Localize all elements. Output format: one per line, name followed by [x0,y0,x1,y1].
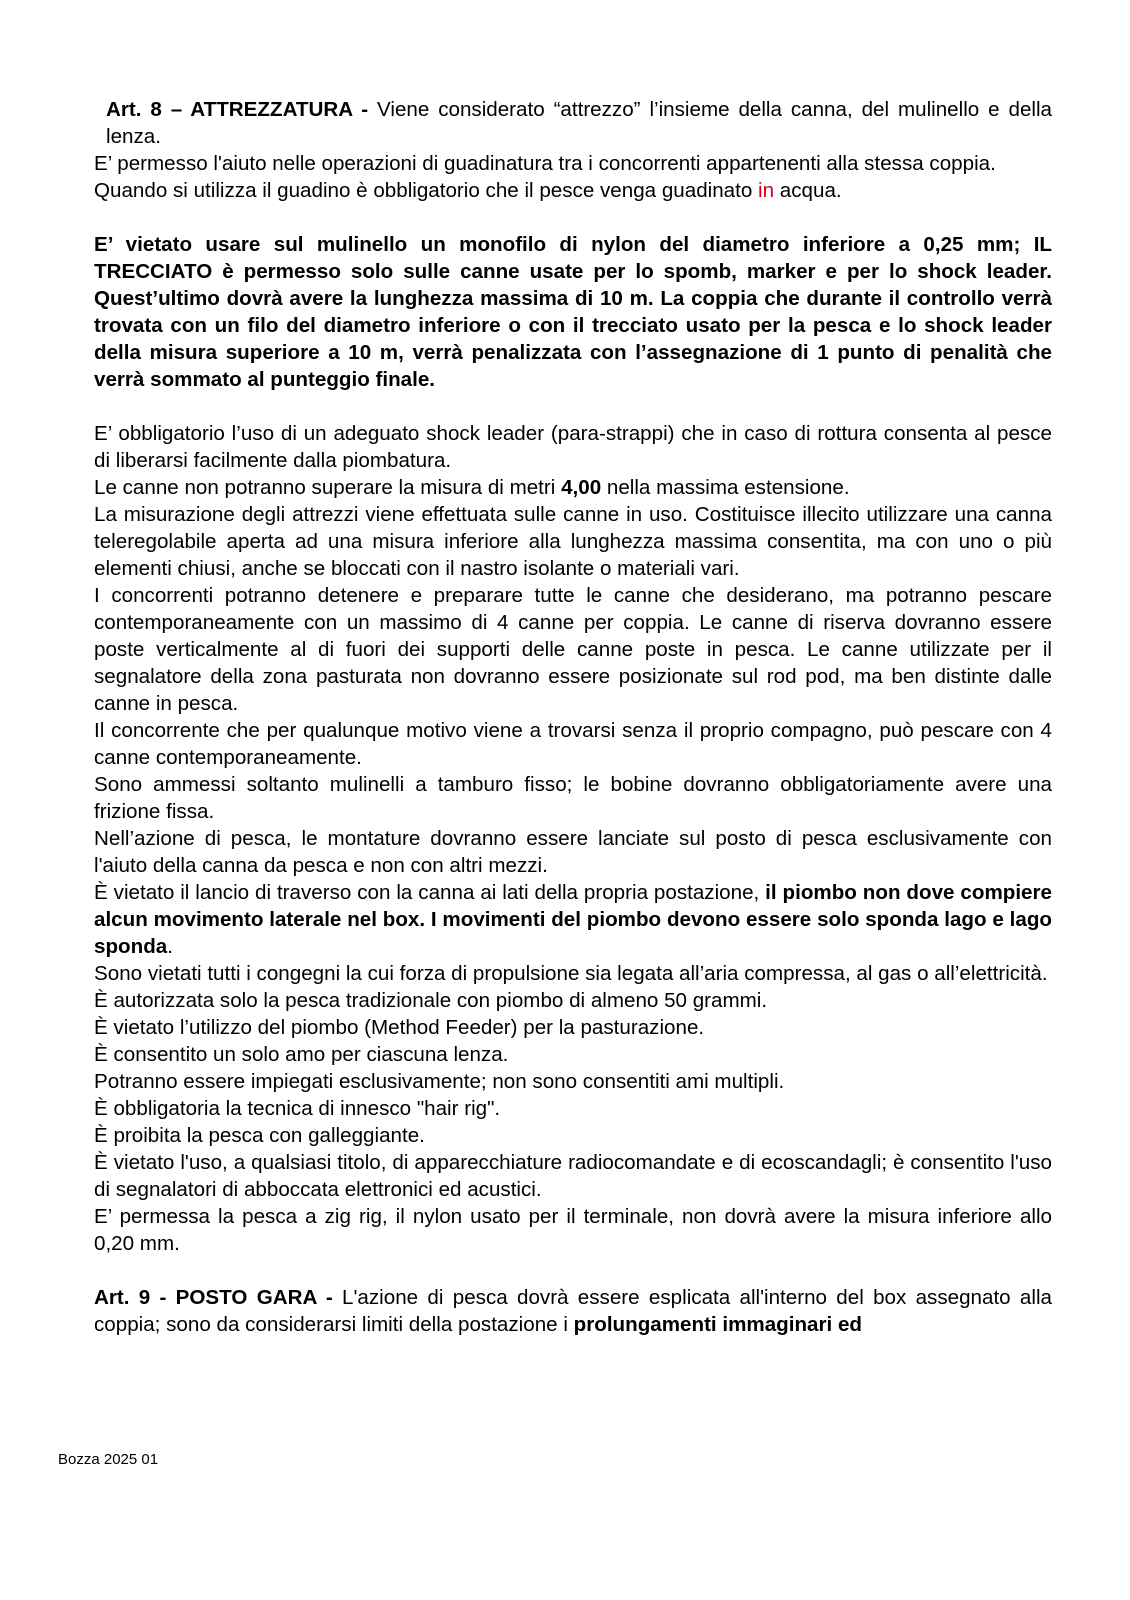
art8-p16: È obbligatoria la tecnica di innesco "hair rig". [94,1097,501,1120]
spacer [94,393,1052,420]
art8-intro-text: Viene considerato “attrezzo” l’insieme della canna, del mulinello e della lenza. [106,98,1052,148]
document-body [94,96,1052,1338]
art8-p1: E’ permesso l'aiuto nelle operazioni di guadinatura tra i concorrenti appartenenti alla stessa coppia. [94,152,996,175]
art8-p5: La misurazione degli attrezzi viene effettuata sulle canne in uso. Costituisce illecito utilizzare una canna teleregolabile aperta ad una misura inferiore alla lunghezza massima consentita, ma con uno o più elementi chiusi, anche se bloccati con il nastro isolante o materiali vari. [94,503,1052,580]
footer-label: Bozza 2025 01 [58,1451,159,1468]
art8-p10-bold: il piombo non dove compiere alcun movimento laterale nel box. I movimenti del piombo devono essere solo sponda lago e lago sponda [94,881,1052,958]
art8-heading: Art. 8 – ATTREZZATURA - [106,98,369,121]
art8-p4-text: Le canne non potranno superare la misura di metri [94,476,562,499]
art8-p4 [94,474,1052,501]
art8-p2-red-word: in [758,179,775,202]
art8-p4-bold: 4,00 [561,476,602,499]
art8-p17: È proibita la pesca con galleggiante. [94,1124,425,1147]
art9-text: L'azione di pesca dovrà essere esplicata all'interno del box assegnato alla coppia; sono da considerarsi limiti della postazione i [94,1286,1052,1336]
spacer [94,1257,1052,1284]
art8-p2 [94,177,1052,204]
spacer [94,204,1052,231]
art8-p2-end: acqua. [774,179,842,202]
art8-p14: È consentito un solo amo per ciascuna lenza. [94,1043,509,1066]
art8-p10-text: È vietato il lancio di traverso con la canna ai lati della propria postazione, [94,881,766,904]
art8-p11: Sono vietati tutti i congegni la cui forza di propulsione sia legata all’aria compressa, al gas o all’elettricità. [94,962,1048,985]
art8-intro [94,96,1052,150]
art8-p10-end: . [167,935,173,958]
art8-p18: È vietato l'uso, a qualsiasi titolo, di apparecchiature radiocomandate e di ecoscandagli; è consentito l'uso di segnalatori di abboccata elettronici ed acustici. [94,1151,1052,1201]
art8-bold-paragraph: E’ vietato usare sul mulinello un monofilo di nylon del diametro inferiore a 0,25 mm; IL TRECCIATO è permesso solo sulle canne usate per lo spomb, marker e per lo shock leader. Quest’ultimo dovrà avere la lunghezza massima di 10 m. La coppia che durante il controllo verrà trovata con un filo del diametro inferiore o con il trecciato usato per la pesca e lo shock leader della misura superiore a 10 m, verrà penalizzata con l’assegnazione di 1 punto di penalità che verrà sommato al punteggio finale. [94,233,1052,391]
art9-heading: Art. 9 - POSTO GARA - [94,1286,333,1309]
art9-paragraph [94,1284,1052,1338]
art8-p13: È vietato l’utilizzo del piombo (Method Feeder) per la pasturazione. [94,1016,705,1039]
art8-p9: Nell’azione di pesca, le montature dovranno essere lanciate sul posto di pesca esclusivamente con l'aiuto della canna da pesca e non con altri mezzi. [94,827,1052,877]
art8-p4-end: nella massima estensione. [601,476,850,499]
art8-p19: E’ permessa la pesca a zig rig, il nylon usato per il terminale, non dovrà avere la misura inferiore allo 0,20 mm. [94,1205,1052,1255]
art8-p15: Potranno essere impiegati esclusivamente; non sono consentiti ami multipli. [94,1070,785,1093]
art8-p8: Sono ammessi soltanto mulinelli a tamburo fisso; le bobine dovranno obbligatoriamente avere una frizione fissa. [94,773,1052,823]
art8-p10 [94,879,1052,960]
art8-p2-text: Quando si utilizza il guadino è obbligatorio che il pesce venga guadinato [94,179,759,202]
art8-p3: E’ obbligatorio l’uso di un adeguato shock leader (para-strappi) che in caso di rottura consenta al pesce di liberarsi facilmente dalla piombatura. [94,422,1052,472]
art8-p12: È autorizzata solo la pesca tradizionale con piombo di almeno 50 grammi. [94,989,768,1012]
art8-p7: Il concorrente che per qualunque motivo viene a trovarsi senza il proprio compagno, può pescare con 4 canne contemporaneamente. [94,719,1052,769]
art9-bold-text: prolungamenti immaginari ed [573,1313,862,1336]
art8-p6: I concorrenti potranno detenere e preparare tutte le canne che desiderano, ma potranno pescare contemporaneamente con un massimo di 4 canne per coppia. Le canne di riserva dovranno essere poste verticalmente al di fuori dei supporti delle canne poste in pesca. Le canne utilizzate per il segnalatore della zona pasturata non dovranno essere posizionate sul rod pod, ma ben distinte dalle canne in pesca. [94,584,1052,715]
